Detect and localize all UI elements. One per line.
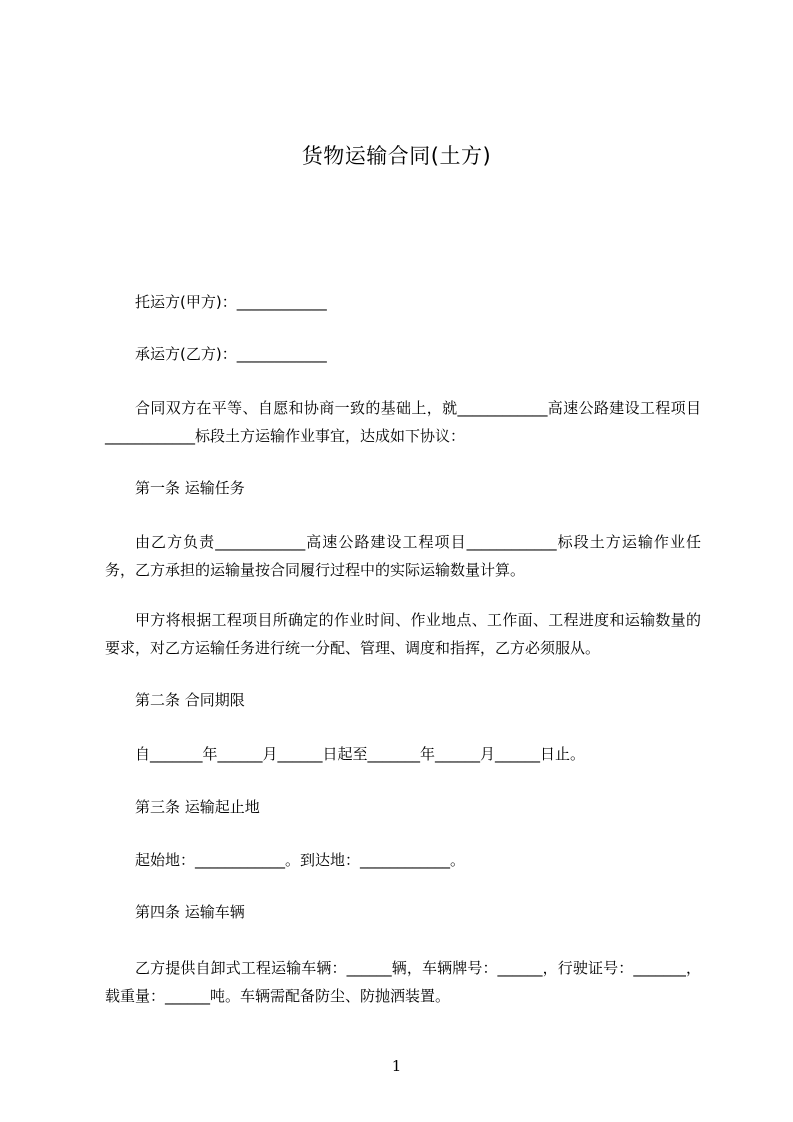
article-2-heading: 第二条 合同期限 bbox=[135, 691, 245, 709]
article-3-text-line bbox=[105, 846, 701, 874]
intro-paragraph: 合同双方在平等、自愿和协商一致的基础上，就____________高速公路建设工程项目____________标段土方运输作业事宜，达成如下协议： bbox=[105, 399, 701, 445]
article-4-paragraph: 乙方提供自卸式工程运输车辆：______辆，车辆牌号：______，行驶证号：_______，载重量：______吨。车辆需配备防尘、防抛洒装置。 bbox=[105, 959, 701, 1005]
carrier-text: 承运方(乙方)：____________ bbox=[135, 345, 327, 363]
article-4-heading: 第四条 运输车辆 bbox=[135, 903, 245, 921]
article-2-heading-line bbox=[105, 686, 701, 714]
consignor-line bbox=[105, 288, 701, 316]
page-number: 1 bbox=[391, 1057, 402, 1075]
article-2-text-line bbox=[105, 740, 701, 768]
article-2-text: 自_______年______月______日起至_______年______月______日止。 bbox=[135, 745, 586, 763]
carrier-line bbox=[105, 340, 701, 368]
article-1-paragraph-2: 甲方将根据工程项目所确定的作业时间、作业地点、工作面、工程进度和运输数量的要求，对乙方运输任务进行统一分配、管理、调度和指挥，乙方必须服从。 bbox=[105, 611, 701, 657]
article-3-text: 起始地：____________。到达地：____________。 bbox=[135, 851, 466, 869]
document-title: 货物运输合同(土方) bbox=[301, 144, 492, 168]
article-1-paragraph-1: 由乙方负责____________高速公路建设工程项目____________标段土方运输作业任务，乙方承担的运输量按合同履行过程中的实际运输数量计算。 bbox=[105, 533, 701, 579]
consignor-text: 托运方(甲方)：____________ bbox=[135, 293, 327, 311]
article-3-heading-line bbox=[105, 793, 701, 821]
article-1-heading: 第一条 运输任务 bbox=[135, 479, 245, 497]
article-4-heading-line bbox=[105, 898, 701, 926]
article-3-heading: 第三条 运输起止地 bbox=[135, 798, 260, 816]
article-1-heading-line bbox=[105, 474, 701, 502]
